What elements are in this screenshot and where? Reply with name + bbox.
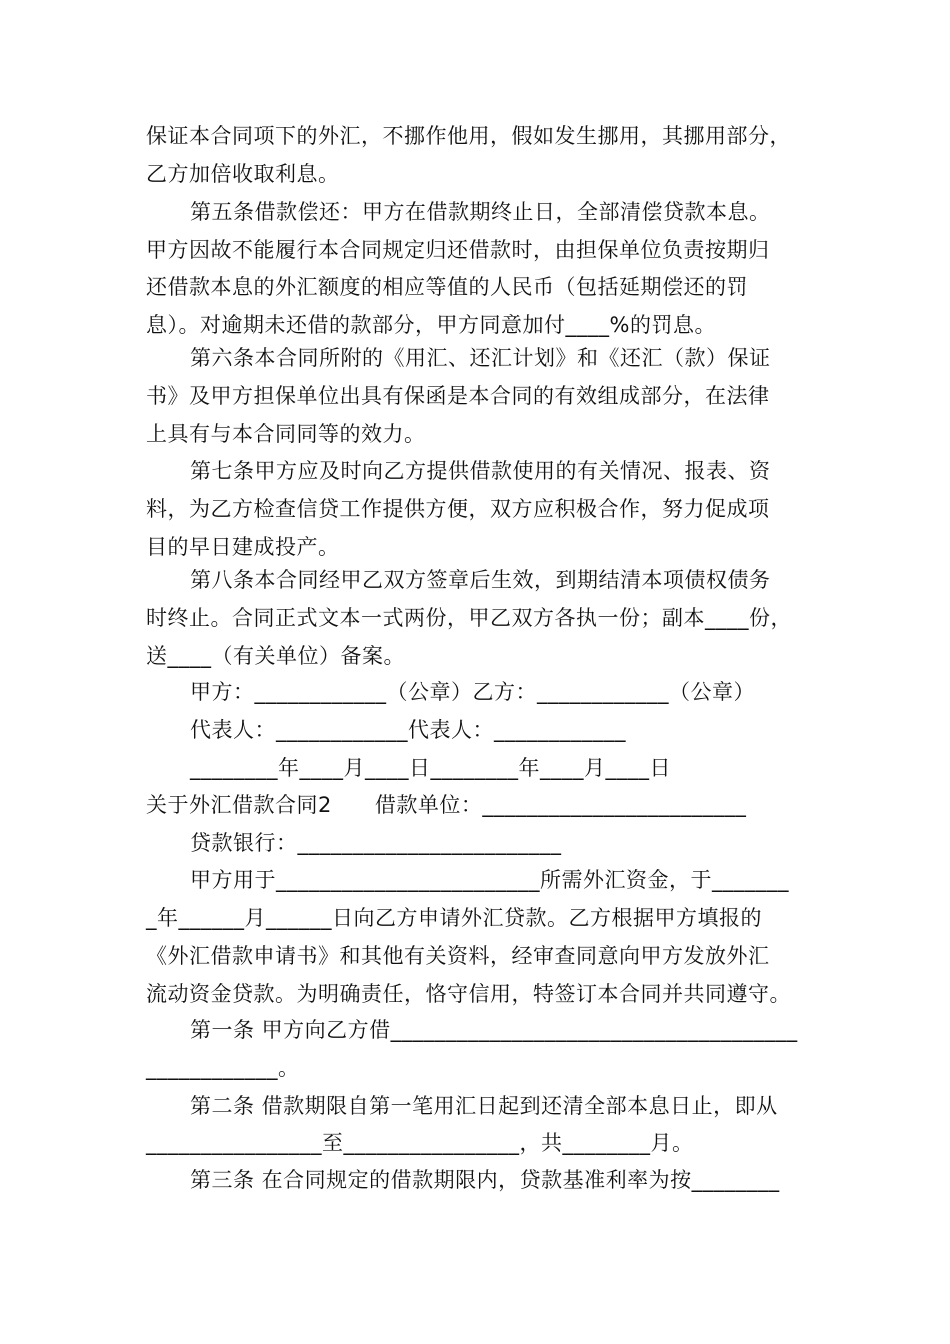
signature-representative-line: 代表人：____________代表人：____________ <box>190 718 626 742</box>
paragraph-line: 时终止。合同正式文本一式两份，甲乙双方各执一份；副本____份， <box>146 606 792 630</box>
paragraph-line: 甲方因故不能履行本合同规定归还借款时，由担保单位负责按期归 <box>146 238 770 262</box>
paragraph-line: 还借款本息的外汇额度的相应等值的人民币（包括延期偿还的罚 <box>146 275 748 299</box>
article-5-heading: 第五条借款偿还：甲方在借款期终止日，全部清偿贷款本息。 <box>190 200 771 224</box>
paragraph-line: 乙方加倍收取利息。 <box>146 162 340 186</box>
article-2-line: 第二条 借款期限自第一笔用汇日起到还清全部本息日止，即从 <box>190 1094 778 1118</box>
paragraph-line: 流动资金贷款。为明确责任，恪守信用，特签订本合同并共同遵守。 <box>146 982 791 1006</box>
paragraph-line: ____________。 <box>146 1056 300 1080</box>
article-6-heading: 第六条本合同所附的《用汇、还汇计划》和《还汇（款）保证 <box>190 346 771 370</box>
lending-bank-line: 贷款银行：________________________ <box>190 831 562 855</box>
paragraph-line: 送____（有关单位）备案。 <box>146 644 405 668</box>
paragraph-line: 《外汇借款申请书》和其他有关资料，经审查同意向甲方发放外汇 <box>146 944 770 968</box>
paragraph-line: _年______月______日向乙方申请外汇贷款。乙方根据甲方填报的 <box>146 906 762 930</box>
paragraph-line: 料，为乙方检查信贷工作提供方便，双方应积极合作，努力促成项 <box>146 497 770 521</box>
paragraph-line: 息）。对逾期未还借的款部分，甲方同意加付____%的罚息。 <box>146 313 716 337</box>
paragraph-line: 上具有与本合同同等的效力。 <box>146 422 426 446</box>
signature-date-line: ________年____月____日________年____月____日 <box>190 756 671 780</box>
article-8-heading: 第八条本合同经甲乙双方签章后生效，到期结清本项债权债务 <box>190 568 771 592</box>
article-3-line: 第三条 在合同规定的借款期限内，贷款基准利率为按________ <box>190 1168 780 1192</box>
article-1-line: 第一条 甲方向乙方借_____________________________________ <box>190 1018 798 1042</box>
paragraph-line: 目的早日建成投产。 <box>146 535 340 559</box>
contract-2-title-line: 关于外汇借款合同2 借款单位：________________________ <box>146 793 747 817</box>
article-7-heading: 第七条甲方应及时向乙方提供借款使用的有关情况、报表、资 <box>190 459 771 483</box>
paragraph-line: 保证本合同项下的外汇，不挪作他用，假如发生挪用，其挪用部分， <box>146 124 791 148</box>
paragraph-line: ________________至________________，共________月。 <box>146 1131 694 1155</box>
paragraph-line: 书》及甲方担保单位出具有保函是本合同的有效组成部分，在法律 <box>146 384 770 408</box>
paragraph-line: 甲方用于________________________所需外汇资金，于_______ <box>190 868 789 892</box>
signature-party-line: 甲方：____________（公章）乙方：____________（公章） <box>190 680 755 704</box>
